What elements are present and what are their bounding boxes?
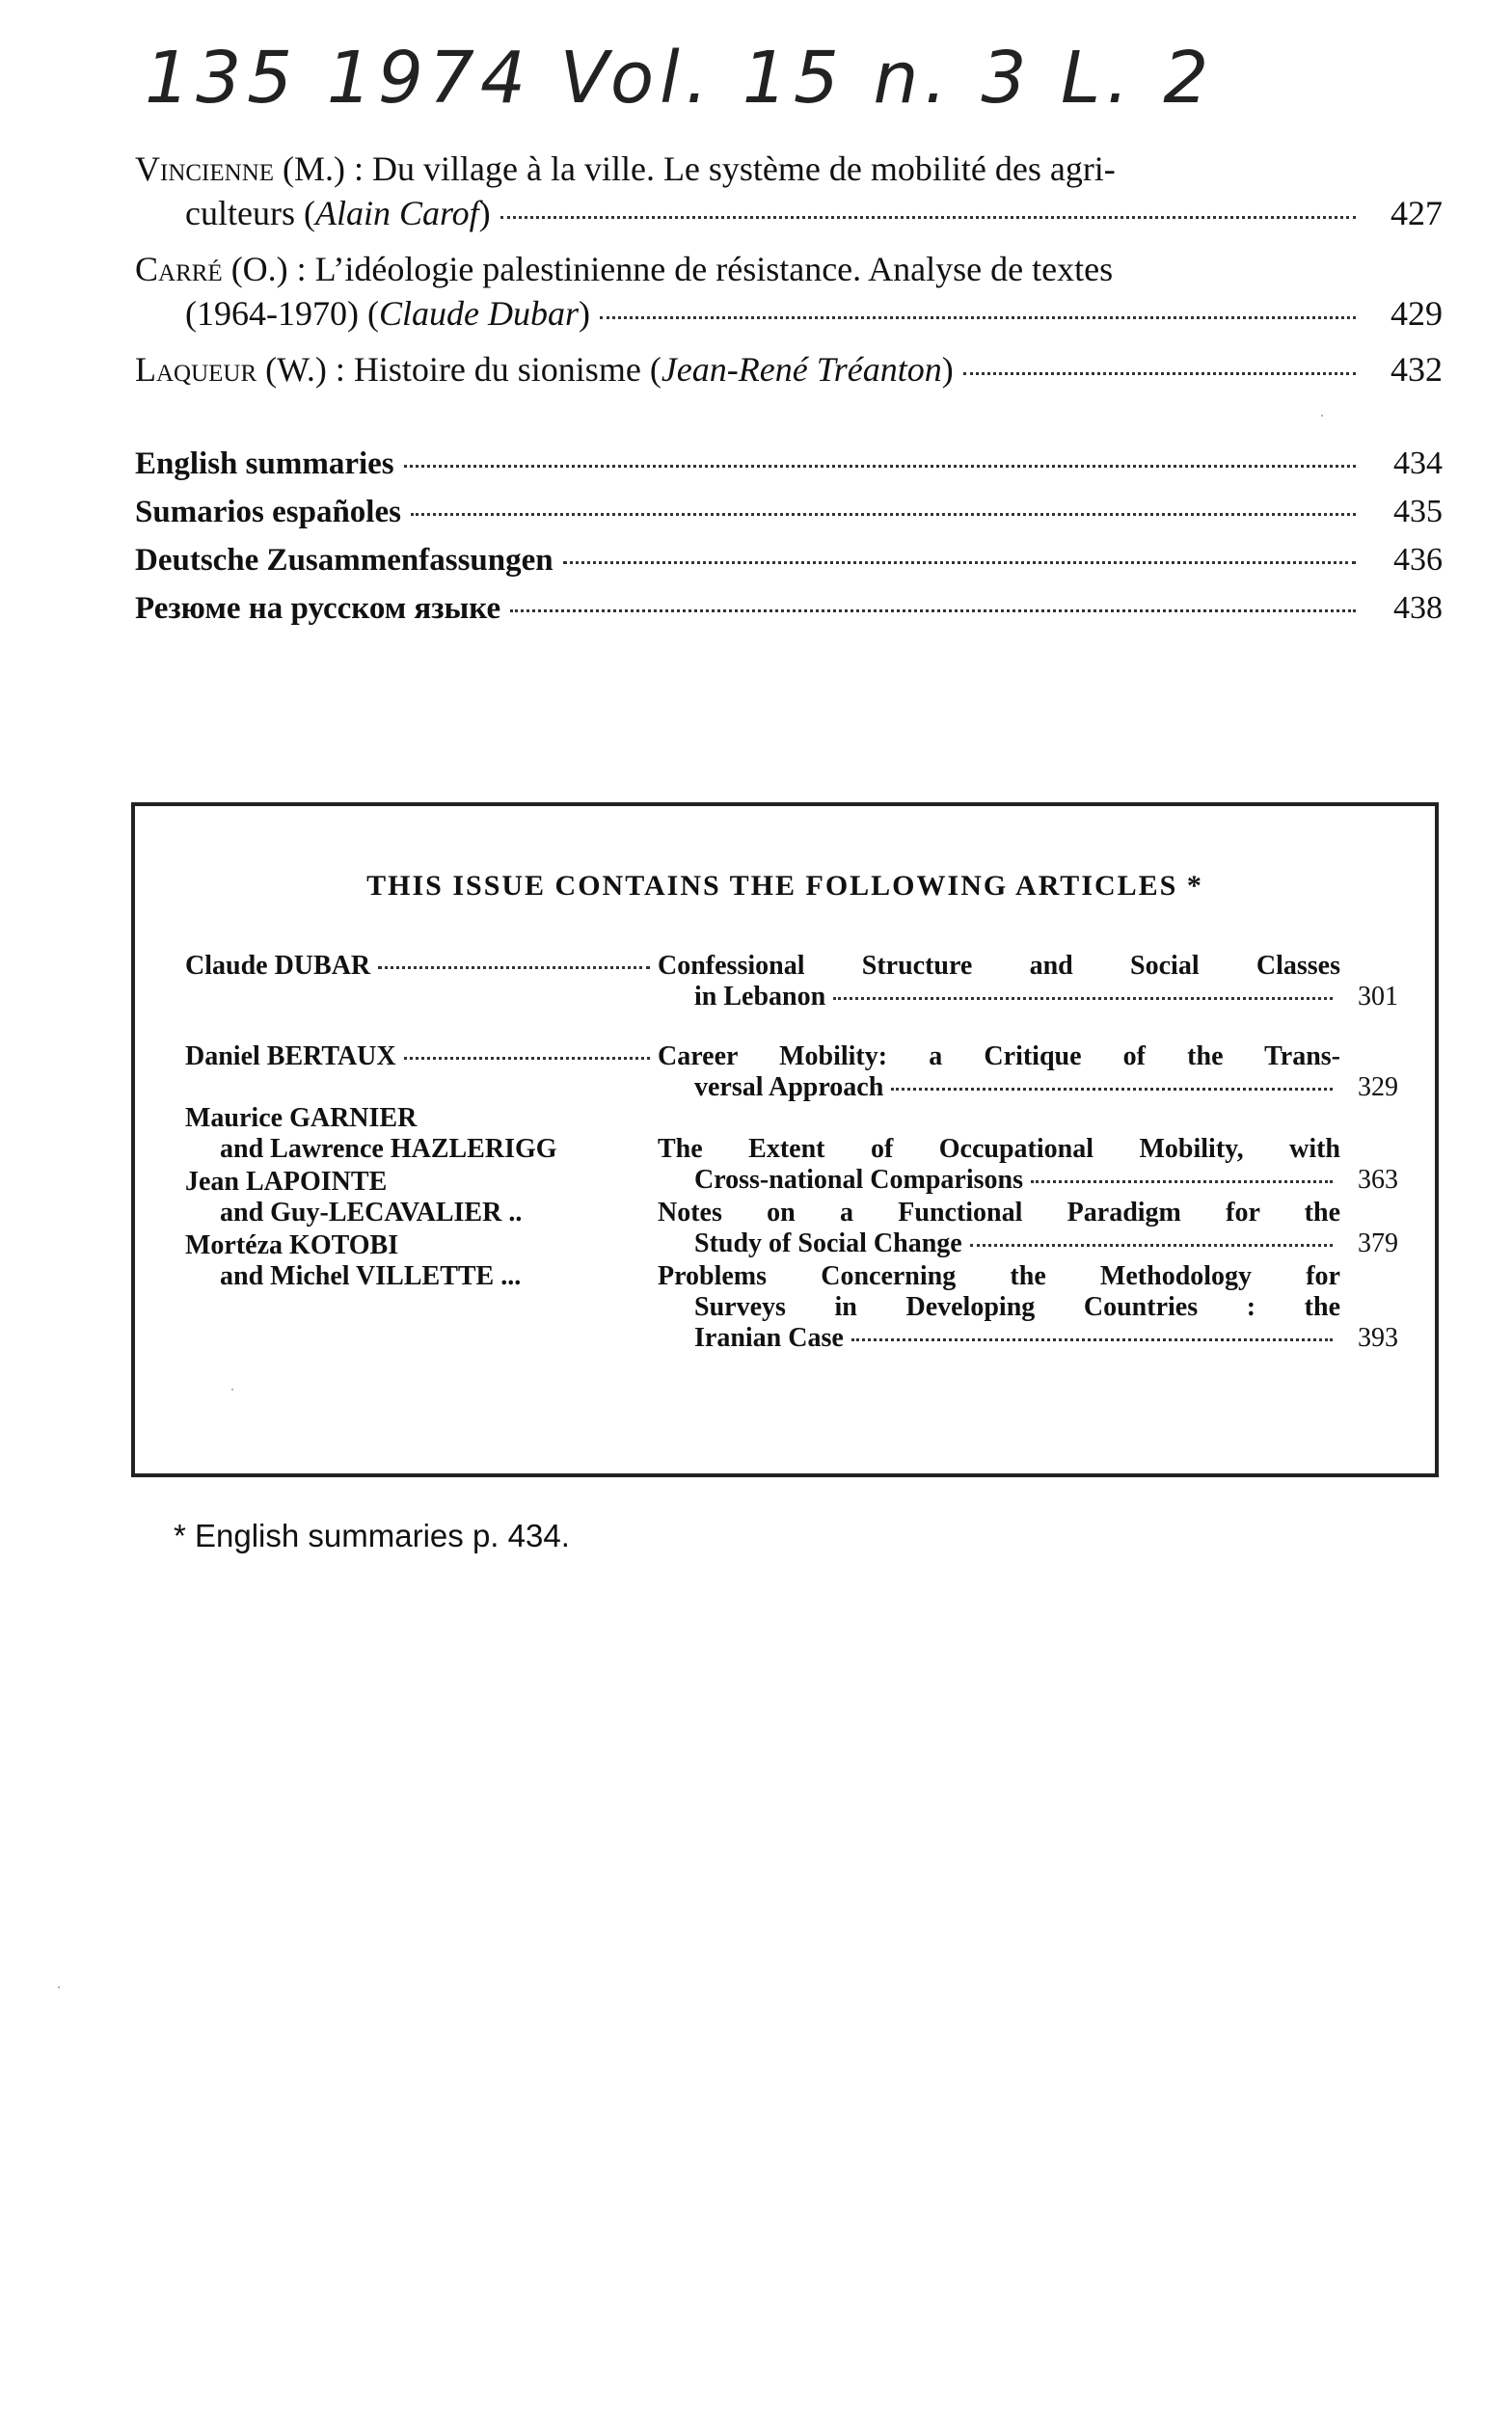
leader-dots: [600, 316, 1356, 319]
page-number: 435: [1393, 494, 1443, 529]
page-number: 363: [1358, 1165, 1398, 1195]
review-entry-carre: Carré (O.) : L’idéologie palestinienne de résistance. Analyse de textes (1964-1970) (Claude Dubar) 429: [135, 247, 1443, 336]
article-title: The Extent of Occupational Mobility, with Cross-national Comparisons 363: [658, 1134, 1398, 1195]
reviewer-name: Claude Dubar: [378, 294, 579, 333]
page-number: 379: [1358, 1228, 1398, 1258]
page-number: 393: [1358, 1323, 1398, 1353]
review-author: Laqueur: [135, 350, 257, 389]
page-number: 434: [1393, 445, 1443, 481]
articles-list: [185, 951, 1398, 1383]
leader-dots: [404, 1057, 650, 1060]
page-number: 429: [1390, 294, 1443, 333]
article-author: Daniel BERTAUX: [185, 1041, 658, 1103]
leader-dots: [891, 1088, 1333, 1091]
leader-dots: [963, 372, 1356, 375]
leader-dots: [563, 561, 1356, 564]
article-entry: [185, 1041, 1398, 1103]
box-title: THIS ISSUE CONTAINS THE FOLLOWING ARTICLES *: [366, 870, 1203, 902]
reviewer-name: Alain Carof: [314, 194, 479, 232]
handwritten-annotation: 135 1974 Vol. 15 n. 3 L. 2: [145, 37, 1215, 120]
article-entry: [185, 1230, 1398, 1354]
article-entry: [185, 951, 1398, 1012]
article-author: Maurice GARNIER and Lawrence HAZLERIGG: [185, 1103, 557, 1164]
paper-speck: [231, 1389, 233, 1390]
leader-dots: [970, 1244, 1333, 1247]
leader-dots: [833, 997, 1333, 1000]
paper-speck: [58, 1986, 60, 1988]
article-title: Confessional Structure and Social Classes in Lebanon 301: [658, 951, 1398, 1012]
page-number: 301: [1358, 982, 1398, 1012]
review-author: Vincienne: [135, 149, 275, 188]
reviewer-name: Jean-René Tréanton: [661, 350, 942, 389]
page-number: 438: [1393, 590, 1443, 626]
review-author: Carré: [135, 250, 223, 288]
page-number: 432: [1390, 350, 1443, 389]
book-reviews-list: [135, 147, 1443, 403]
review-entry-laqueur: Laqueur (W.) : Histoire du sionisme (Jean-René Tréanton) 432: [135, 347, 1443, 391]
leader-dots: [378, 966, 650, 969]
leader-dots: [404, 465, 1356, 468]
article-author: Claude DUBAR: [185, 951, 658, 1012]
article-author: Jean LAPOINTE and Guy-LECAVALIER ..: [185, 1167, 523, 1228]
leader-dots: [1031, 1180, 1333, 1183]
article-title: Career Mobility: a Critique of the Trans- versal Approach 329: [658, 1041, 1398, 1102]
leader-dots: [851, 1338, 1333, 1341]
page-number: 427: [1390, 194, 1443, 232]
articles-box: [131, 802, 1439, 1477]
summaries-list: [135, 440, 1443, 633]
review-entry-vincienne: Vincienne (M.) : Du village à la ville. Le système de mobilité des agri- culteurs (Alain Carof) 427: [135, 147, 1443, 235]
article-title: Notes on a Functional Paradigm for the Study of Social Change 379: [658, 1198, 1398, 1258]
paper-speck: [1321, 415, 1323, 417]
leader-dots: [510, 609, 1356, 612]
leader-dots: [411, 513, 1356, 516]
summary-entry-russian: Резюме на русском языке 438: [135, 584, 1443, 633]
summary-entry-spanish: Sumarios españoles 435: [135, 488, 1443, 536]
summary-entry-english: English summaries 434: [135, 440, 1443, 488]
page-number: 436: [1393, 542, 1443, 578]
leader-dots: [500, 216, 1356, 219]
article-title: Problems Concerning the Methodology for Surveys in Developing Countries : the Iranian Case 393: [658, 1261, 1398, 1353]
page-number: 329: [1358, 1072, 1398, 1102]
summary-entry-german: Deutsche Zusammenfassungen 436: [135, 536, 1443, 584]
article-author: Mortéza KOTOBI and Michel VILLETTE ...: [185, 1230, 522, 1291]
footnote: * English summaries p. 434.: [174, 1518, 570, 1553]
